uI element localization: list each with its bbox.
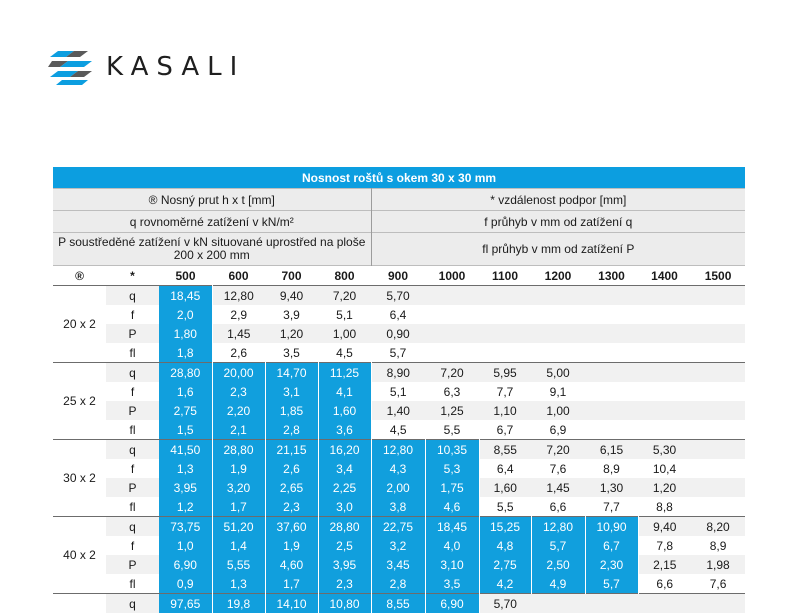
value-cell: 2,0 xyxy=(159,305,212,324)
column-header: 700 xyxy=(265,266,318,286)
value-cell xyxy=(638,363,691,383)
row-label: fl xyxy=(106,420,159,440)
value-cell xyxy=(531,286,585,306)
value-cell: 2,15 xyxy=(638,555,691,574)
value-cell xyxy=(691,324,745,343)
value-cell: 4,5 xyxy=(371,420,425,440)
value-cell: 2,6 xyxy=(265,459,318,478)
value-cell xyxy=(585,305,638,324)
value-cell: 3,95 xyxy=(318,555,371,574)
value-cell: 4,3 xyxy=(371,459,425,478)
value-cell: 5,70 xyxy=(371,286,425,306)
row-label: P xyxy=(106,401,159,420)
column-header: 600 xyxy=(212,266,265,286)
value-cell: 6,90 xyxy=(159,555,212,574)
value-cell: 8,8 xyxy=(638,497,691,517)
value-cell: 4,5 xyxy=(318,343,371,363)
value-cell: 2,5 xyxy=(318,536,371,555)
value-cell xyxy=(691,401,745,420)
table-row xyxy=(53,478,745,497)
value-cell: 2,9 xyxy=(212,305,265,324)
value-cell: 1,80 xyxy=(159,324,212,343)
value-cell: 1,3 xyxy=(159,459,212,478)
bar-size-cell: 30 x 2 xyxy=(53,440,106,517)
table-row xyxy=(53,517,745,537)
table-row xyxy=(53,286,745,306)
header-uniform-load: q rovnoměrné zatížení v kN/m² xyxy=(53,211,371,233)
value-cell: 8,55 xyxy=(371,594,425,614)
value-cell xyxy=(585,420,638,440)
value-cell: 1,9 xyxy=(265,536,318,555)
value-cell: 12,80 xyxy=(371,440,425,460)
value-cell: 2,65 xyxy=(265,478,318,497)
value-cell xyxy=(531,324,585,343)
value-cell: 73,75 xyxy=(159,517,212,537)
value-cell: 1,20 xyxy=(265,324,318,343)
value-cell: 7,6 xyxy=(531,459,585,478)
value-cell: 7,7 xyxy=(479,382,531,401)
table-row xyxy=(53,555,745,574)
row-label: f xyxy=(106,459,159,478)
value-cell xyxy=(479,324,531,343)
value-cell xyxy=(425,305,479,324)
table-row xyxy=(53,497,745,517)
load-capacity-table xyxy=(53,167,745,613)
value-cell: 1,25 xyxy=(425,401,479,420)
table-row xyxy=(53,459,745,478)
row-label: q xyxy=(106,363,159,383)
value-cell: 22,75 xyxy=(371,517,425,537)
value-cell: 12,80 xyxy=(531,517,585,537)
row-label: fl xyxy=(106,574,159,594)
value-cell: 3,95 xyxy=(159,478,212,497)
value-cell: 3,9 xyxy=(265,305,318,324)
value-cell: 4,0 xyxy=(425,536,479,555)
value-cell: 5,00 xyxy=(531,363,585,383)
value-cell: 7,8 xyxy=(638,536,691,555)
value-cell xyxy=(585,286,638,306)
value-cell xyxy=(585,324,638,343)
value-cell: 12,80 xyxy=(212,286,265,306)
row-label: f xyxy=(106,305,159,324)
value-cell: 1,60 xyxy=(479,478,531,497)
value-cell: 1,98 xyxy=(691,555,745,574)
value-cell: 20,00 xyxy=(212,363,265,383)
value-cell: 10,4 xyxy=(638,459,691,478)
table-row xyxy=(53,343,745,363)
value-cell xyxy=(638,594,691,614)
column-header: 1300 xyxy=(585,266,638,286)
column-header: 1500 xyxy=(691,266,745,286)
value-cell: 4,1 xyxy=(318,382,371,401)
row-label: f xyxy=(106,536,159,555)
value-cell: 97,65 xyxy=(159,594,212,614)
bar-size-cell: 20 x 2 xyxy=(53,286,106,363)
row-label: q xyxy=(106,594,159,614)
value-cell: 5,1 xyxy=(371,382,425,401)
value-cell: 2,8 xyxy=(371,574,425,594)
value-cell: 1,5 xyxy=(159,420,212,440)
value-cell: 1,4 xyxy=(212,536,265,555)
value-cell xyxy=(425,286,479,306)
value-cell: 8,55 xyxy=(479,440,531,460)
value-cell xyxy=(585,594,638,614)
value-cell xyxy=(691,382,745,401)
table-row xyxy=(53,363,745,383)
value-cell: 2,25 xyxy=(318,478,371,497)
table-row xyxy=(53,440,745,460)
value-cell: 51,20 xyxy=(212,517,265,537)
value-cell: 3,5 xyxy=(265,343,318,363)
value-cell: 8,20 xyxy=(691,517,745,537)
row-label: f xyxy=(106,382,159,401)
row-label: fl xyxy=(106,343,159,363)
value-cell: 28,80 xyxy=(159,363,212,383)
row-label: P xyxy=(106,324,159,343)
value-cell: 18,45 xyxy=(159,286,212,306)
value-cell xyxy=(691,594,745,614)
value-cell xyxy=(531,594,585,614)
row-label: P xyxy=(106,555,159,574)
column-header: 1100 xyxy=(479,266,531,286)
table-row xyxy=(53,401,745,420)
value-cell: 1,9 xyxy=(212,459,265,478)
brand-logo xyxy=(48,47,246,87)
value-cell xyxy=(531,305,585,324)
value-cell: 7,7 xyxy=(585,497,638,517)
bar-size-cell xyxy=(53,594,106,614)
value-cell xyxy=(425,343,479,363)
value-cell xyxy=(691,343,745,363)
value-cell: 1,6 xyxy=(159,382,212,401)
value-cell: 2,75 xyxy=(479,555,531,574)
value-cell: 8,9 xyxy=(691,536,745,555)
value-cell: 3,10 xyxy=(425,555,479,574)
column-header: 500 xyxy=(159,266,212,286)
value-cell: 7,20 xyxy=(531,440,585,460)
value-cell xyxy=(479,305,531,324)
value-cell: 2,6 xyxy=(212,343,265,363)
value-cell: 5,55 xyxy=(212,555,265,574)
value-cell xyxy=(691,286,745,306)
table-row xyxy=(53,382,745,401)
value-cell: 9,40 xyxy=(638,517,691,537)
value-cell: 5,7 xyxy=(371,343,425,363)
column-header: 800 xyxy=(318,266,371,286)
value-cell: 10,35 xyxy=(425,440,479,460)
value-cell: 7,20 xyxy=(425,363,479,383)
value-cell: 9,40 xyxy=(265,286,318,306)
value-cell: 5,7 xyxy=(531,536,585,555)
column-header: 1400 xyxy=(638,266,691,286)
header-point-load: P soustředěné zatížení v kN situované uprostřed na ploše 200 x 200 mm xyxy=(53,233,371,266)
value-cell: 4,9 xyxy=(531,574,585,594)
value-cell: 1,45 xyxy=(531,478,585,497)
brand-name: KASALI xyxy=(106,52,246,82)
value-cell: 6,7 xyxy=(479,420,531,440)
row-label: q xyxy=(106,286,159,306)
value-cell: 8,9 xyxy=(585,459,638,478)
column-header: 900 xyxy=(371,266,425,286)
value-cell xyxy=(585,401,638,420)
value-cell: 2,30 xyxy=(585,555,638,574)
bar-size-cell: 40 x 2 xyxy=(53,517,106,594)
value-cell: 9,1 xyxy=(531,382,585,401)
value-cell: 1,30 xyxy=(585,478,638,497)
column-header: 1200 xyxy=(531,266,585,286)
value-cell: 6,6 xyxy=(638,574,691,594)
value-cell: 1,10 xyxy=(479,401,531,420)
value-cell: 2,75 xyxy=(159,401,212,420)
value-cell: 28,80 xyxy=(212,440,265,460)
value-cell: 4,6 xyxy=(425,497,479,517)
value-cell: 2,1 xyxy=(212,420,265,440)
value-cell xyxy=(691,305,745,324)
value-cell xyxy=(638,343,691,363)
value-cell xyxy=(638,382,691,401)
value-cell: 1,3 xyxy=(212,574,265,594)
header-deflection-p: fl průhyb v mm od zatížení P xyxy=(371,233,745,266)
header-support-distance: * vzdálenost podpor [mm] xyxy=(371,189,745,211)
value-cell: 2,50 xyxy=(531,555,585,574)
value-cell: 3,6 xyxy=(318,420,371,440)
value-cell: 4,60 xyxy=(265,555,318,574)
value-cell: 1,0 xyxy=(159,536,212,555)
value-cell: 6,4 xyxy=(371,305,425,324)
value-cell xyxy=(585,382,638,401)
value-cell: 21,15 xyxy=(265,440,318,460)
value-cell: 7,20 xyxy=(318,286,371,306)
value-cell: 5,5 xyxy=(425,420,479,440)
value-cell: 6,6 xyxy=(531,497,585,517)
value-cell xyxy=(425,324,479,343)
value-cell xyxy=(691,497,745,517)
value-cell: 1,7 xyxy=(212,497,265,517)
value-cell: 41,50 xyxy=(159,440,212,460)
value-cell xyxy=(585,363,638,383)
value-cell: 15,25 xyxy=(479,517,531,537)
table-row xyxy=(53,594,745,614)
value-cell: 5,3 xyxy=(425,459,479,478)
value-cell: 3,20 xyxy=(212,478,265,497)
value-cell: 3,0 xyxy=(318,497,371,517)
value-cell: 16,20 xyxy=(318,440,371,460)
value-cell: 0,9 xyxy=(159,574,212,594)
value-cell: 6,7 xyxy=(585,536,638,555)
value-cell: 4,2 xyxy=(479,574,531,594)
value-cell: 14,70 xyxy=(265,363,318,383)
value-cell: 5,7 xyxy=(585,574,638,594)
row-label: P xyxy=(106,478,159,497)
value-cell: 6,4 xyxy=(479,459,531,478)
column-header: ® xyxy=(53,266,106,286)
value-cell: 1,8 xyxy=(159,343,212,363)
value-cell: 14,10 xyxy=(265,594,318,614)
value-cell: 6,90 xyxy=(425,594,479,614)
value-cell: 3,4 xyxy=(318,459,371,478)
bar-size-cell: 25 x 2 xyxy=(53,363,106,440)
header-support-bar: ® Nosný prut h x t [mm] xyxy=(53,189,371,211)
value-cell: 1,7 xyxy=(265,574,318,594)
value-cell xyxy=(531,343,585,363)
value-cell: 4,8 xyxy=(479,536,531,555)
value-cell: 2,8 xyxy=(265,420,318,440)
value-cell xyxy=(479,286,531,306)
value-cell: 2,00 xyxy=(371,478,425,497)
value-cell xyxy=(638,324,691,343)
table-row xyxy=(53,305,745,324)
value-cell: 5,30 xyxy=(638,440,691,460)
table-row xyxy=(53,324,745,343)
value-cell xyxy=(479,343,531,363)
value-cell: 10,80 xyxy=(318,594,371,614)
value-cell: 18,45 xyxy=(425,517,479,537)
value-cell xyxy=(638,420,691,440)
value-cell: 5,5 xyxy=(479,497,531,517)
value-cell xyxy=(691,440,745,460)
stacked-stripes-logo-icon xyxy=(48,47,94,87)
value-cell: 1,75 xyxy=(425,478,479,497)
value-cell: 5,70 xyxy=(479,594,531,614)
column-header: 1000 xyxy=(425,266,479,286)
value-cell xyxy=(585,343,638,363)
value-cell: 10,90 xyxy=(585,517,638,537)
value-cell: 2,20 xyxy=(212,401,265,420)
value-cell: 2,3 xyxy=(318,574,371,594)
value-cell xyxy=(638,401,691,420)
value-cell: 1,60 xyxy=(318,401,371,420)
value-cell: 1,45 xyxy=(212,324,265,343)
value-cell: 37,60 xyxy=(265,517,318,537)
value-cell: 3,8 xyxy=(371,497,425,517)
table-row xyxy=(53,420,745,440)
value-cell: 1,2 xyxy=(159,497,212,517)
value-cell: 11,25 xyxy=(318,363,371,383)
row-label: q xyxy=(106,440,159,460)
value-cell xyxy=(638,305,691,324)
value-cell: 2,3 xyxy=(212,382,265,401)
value-cell: 5,1 xyxy=(318,305,371,324)
value-cell xyxy=(691,459,745,478)
column-header: * xyxy=(106,266,159,286)
value-cell xyxy=(691,420,745,440)
value-cell: 3,2 xyxy=(371,536,425,555)
table-row xyxy=(53,574,745,594)
value-cell: 1,40 xyxy=(371,401,425,420)
header-deflection-q: f průhyb v mm od zatížení q xyxy=(371,211,745,233)
value-cell: 1,00 xyxy=(531,401,585,420)
value-cell: 1,85 xyxy=(265,401,318,420)
value-cell: 6,3 xyxy=(425,382,479,401)
value-cell: 6,15 xyxy=(585,440,638,460)
value-cell xyxy=(691,363,745,383)
value-cell xyxy=(691,478,745,497)
table-row xyxy=(53,536,745,555)
table-title: Nosnost roštů s okem 30 x 30 mm xyxy=(53,167,745,189)
value-cell: 0,90 xyxy=(371,324,425,343)
value-cell: 6,9 xyxy=(531,420,585,440)
value-cell: 3,1 xyxy=(265,382,318,401)
value-cell xyxy=(638,286,691,306)
value-cell: 8,90 xyxy=(371,363,425,383)
value-cell: 2,3 xyxy=(265,497,318,517)
column-header-row xyxy=(53,266,745,286)
value-cell: 3,5 xyxy=(425,574,479,594)
value-cell: 7,6 xyxy=(691,574,745,594)
value-cell: 1,20 xyxy=(638,478,691,497)
row-label: q xyxy=(106,517,159,537)
value-cell: 3,45 xyxy=(371,555,425,574)
row-label: fl xyxy=(106,497,159,517)
value-cell: 28,80 xyxy=(318,517,371,537)
value-cell: 5,95 xyxy=(479,363,531,383)
value-cell: 1,00 xyxy=(318,324,371,343)
value-cell: 19,8 xyxy=(212,594,265,614)
